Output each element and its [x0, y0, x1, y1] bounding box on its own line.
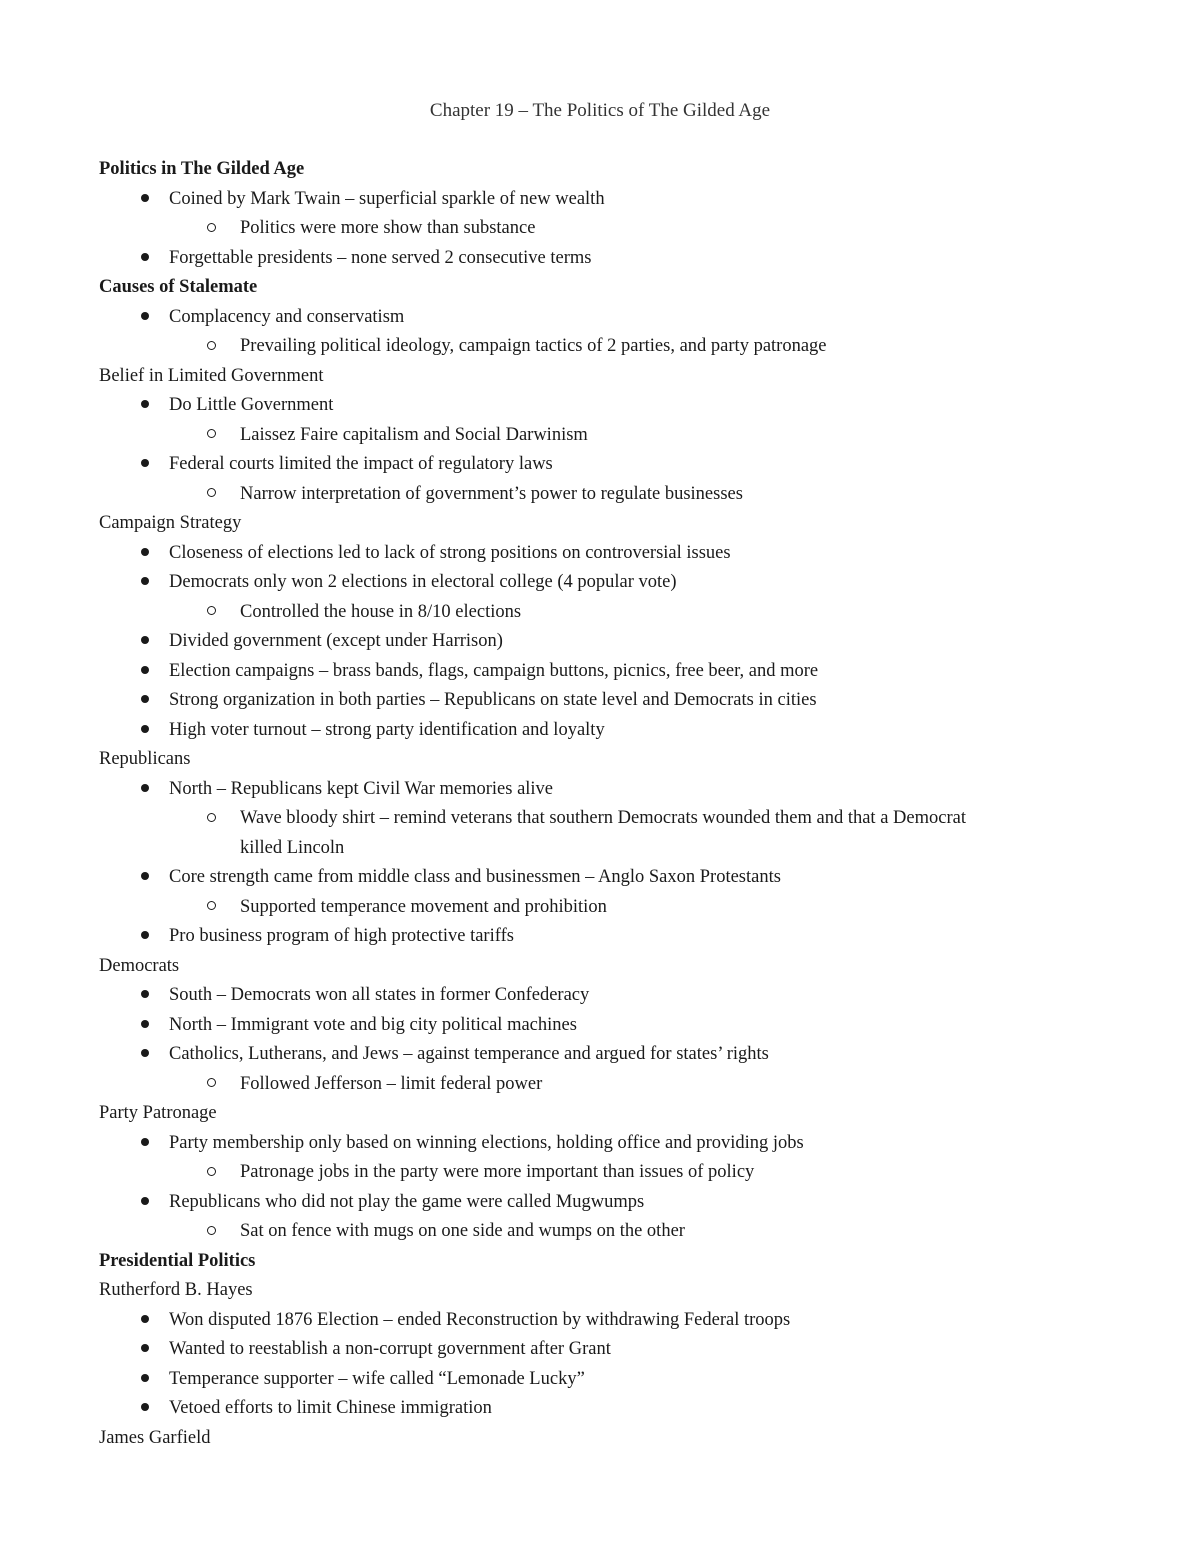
document-body	[99, 155, 1099, 1453]
line-text: Politics in The Gilded Age	[99, 159, 305, 179]
bullet-item	[99, 657, 1099, 687]
filled-bullet-icon	[139, 185, 151, 215]
section-heading	[99, 1247, 1099, 1277]
filled-bullet-icon	[139, 863, 151, 893]
sub-bullet-item	[99, 1217, 1099, 1247]
bullet-item	[99, 450, 1099, 480]
subsection-heading	[99, 362, 1099, 392]
line-text: Party membership only based on winning elections, holding office and providing jobs	[169, 1132, 804, 1153]
hollow-bullet-icon	[205, 1217, 217, 1247]
sub-bullet-item	[99, 598, 1099, 628]
line-text: Party Patronage	[99, 1103, 217, 1123]
filled-bullet-icon	[139, 539, 151, 569]
sub-bullet-item	[99, 480, 1099, 510]
bullet-item	[99, 568, 1099, 598]
filled-bullet-icon	[139, 1040, 151, 1070]
bullet-item	[99, 539, 1099, 569]
filled-bullet-icon	[139, 686, 151, 716]
line-text: Wanted to reestablish a non-corrupt government after Grant	[169, 1339, 611, 1359]
bullet-item	[99, 1040, 1099, 1070]
line-text: Catholics, Lutherans, and Jews – against temperance and argued for states’ rights	[169, 1044, 769, 1064]
hollow-bullet-icon	[205, 598, 217, 628]
bullet-item	[99, 686, 1099, 716]
filled-bullet-icon	[139, 391, 151, 421]
line-text: Temperance supporter – wife called “Lemonade Lucky”	[169, 1368, 585, 1389]
line-text: Causes of Stalemate	[99, 277, 258, 297]
filled-bullet-icon	[139, 981, 151, 1011]
line-text: South – Democrats won all states in former Confederacy	[169, 985, 590, 1005]
line-text: Do Little Government	[169, 395, 334, 415]
bullet-item	[99, 1129, 1099, 1159]
line-text: Politics were more show than substance	[240, 218, 536, 238]
filled-bullet-icon	[139, 922, 151, 952]
hollow-bullet-icon	[205, 421, 217, 451]
subsection-heading	[99, 509, 1099, 539]
line-text: North – Immigrant vote and big city political machines	[169, 1014, 577, 1035]
section-heading	[99, 155, 1099, 185]
sub-bullet-item	[99, 332, 1099, 362]
subsection-heading	[99, 1424, 1099, 1454]
subsection-heading	[99, 952, 1099, 982]
filled-bullet-icon	[139, 450, 151, 480]
line-text: Strong organization in both parties – Republicans on state level and Democrats in cities	[169, 690, 817, 710]
line-text: North – Republicans kept Civil War memories alive	[169, 778, 554, 799]
sub-bullet-item	[99, 214, 1099, 244]
filled-bullet-icon	[139, 1011, 151, 1041]
subsection-heading	[99, 1099, 1099, 1129]
line-text: Federal courts limited the impact of regulatory laws	[169, 454, 553, 474]
line-text: Vetoed efforts to limit Chinese immigration	[169, 1398, 492, 1418]
line-text: Republicans who did not play the game were called Mugwumps	[169, 1191, 645, 1212]
line-text: Presidential Politics	[99, 1250, 256, 1271]
subsection-heading	[99, 745, 1099, 775]
filled-bullet-icon	[139, 1394, 151, 1424]
hollow-bullet-icon	[205, 480, 217, 510]
bullet-item	[99, 1011, 1099, 1041]
line-text: Patronage jobs in the party were more important than issues of policy	[240, 1162, 755, 1182]
hollow-bullet-icon	[205, 332, 217, 362]
filled-bullet-icon	[139, 1129, 151, 1159]
filled-bullet-icon	[139, 303, 151, 333]
bullet-item	[99, 716, 1099, 746]
sub-bullet-item	[99, 1070, 1099, 1100]
filled-bullet-icon	[139, 568, 151, 598]
line-text: Wave bloody shirt – remind veterans that southern Democrats wounded them and that a Democrat	[240, 808, 966, 828]
line-text: Divided government (except under Harrison)	[169, 631, 503, 651]
line-text: Narrow interpretation of government’s power to regulate businesses	[240, 483, 743, 504]
filled-bullet-icon	[139, 1365, 151, 1395]
line-text: Controlled the house in 8/10 elections	[240, 601, 522, 622]
line-text: Laissez Faire capitalism and Social Darwinism	[240, 424, 588, 445]
bullet-item	[99, 303, 1099, 333]
bullet-item	[99, 1394, 1099, 1424]
line-text: Core strength came from middle class and businessmen – Anglo Saxon Protestants	[169, 867, 781, 887]
bullet-item	[99, 981, 1099, 1011]
line-text: James Garfield	[99, 1427, 211, 1448]
filled-bullet-icon	[139, 775, 151, 805]
bullet-item	[99, 1188, 1099, 1218]
bullet-item	[99, 922, 1099, 952]
line-text: Democrats	[99, 955, 180, 976]
bullet-item	[99, 391, 1099, 421]
sub-bullet-item	[99, 893, 1099, 923]
line-text: Coined by Mark Twain – superficial sparkle of new wealth	[169, 188, 605, 209]
bullet-continuation	[99, 834, 1099, 864]
sub-bullet-item	[99, 421, 1099, 451]
filled-bullet-icon	[139, 716, 151, 746]
line-text: Followed Jefferson – limit federal power	[240, 1073, 543, 1094]
filled-bullet-icon	[139, 1335, 151, 1365]
line-text: Prevailing political ideology, campaign tactics of 2 parties, and party patronage	[240, 336, 827, 356]
line-text: Republicans	[99, 749, 191, 769]
line-text: Complacency and conservatism	[169, 306, 405, 327]
line-text: Rutherford B. Hayes	[99, 1280, 253, 1300]
hollow-bullet-icon	[205, 804, 217, 834]
hollow-bullet-icon	[205, 1158, 217, 1188]
line-text: Supported temperance movement and prohibition	[240, 896, 607, 917]
sub-bullet-item	[99, 1158, 1099, 1188]
line-text: killed Lincoln	[240, 837, 345, 858]
bullet-item	[99, 1365, 1099, 1395]
subsection-heading	[99, 1276, 1099, 1306]
bullet-item	[99, 1335, 1099, 1365]
bullet-item	[99, 863, 1099, 893]
line-text: Won disputed 1876 Election – ended Reconstruction by withdrawing Federal troops	[169, 1309, 791, 1330]
hollow-bullet-icon	[205, 1070, 217, 1100]
hollow-bullet-icon	[205, 893, 217, 923]
line-text: Sat on fence with mugs on one side and wumps on the other	[240, 1221, 685, 1241]
line-text: Closeness of elections led to lack of strong positions on controversial issues	[169, 542, 731, 563]
line-text: Pro business program of high protective tariffs	[169, 926, 514, 946]
hollow-bullet-icon	[205, 214, 217, 244]
line-text: Election campaigns – brass bands, flags, campaign buttons, picnics, free beer, and more	[169, 660, 819, 681]
document-title: Chapter 19 – The Politics of The Gilded Age	[429, 100, 771, 121]
line-text: High voter turnout – strong party identification and loyalty	[169, 719, 605, 740]
filled-bullet-icon	[139, 244, 151, 274]
section-heading	[99, 273, 1099, 303]
filled-bullet-icon	[139, 1188, 151, 1218]
line-text: Belief in Limited Government	[99, 365, 324, 386]
bullet-item	[99, 775, 1099, 805]
bullet-item	[99, 244, 1099, 274]
line-text: Campaign Strategy	[99, 513, 242, 533]
bullet-item	[99, 1306, 1099, 1336]
filled-bullet-icon	[139, 657, 151, 687]
line-text: Democrats only won 2 elections in electoral college (4 popular vote)	[169, 572, 677, 592]
sub-bullet-item	[99, 804, 1099, 834]
filled-bullet-icon	[139, 1306, 151, 1336]
filled-bullet-icon	[139, 627, 151, 657]
line-text: Forgettable presidents – none served 2 consecutive terms	[169, 247, 592, 268]
bullet-item	[99, 627, 1099, 657]
bullet-item	[99, 185, 1099, 215]
